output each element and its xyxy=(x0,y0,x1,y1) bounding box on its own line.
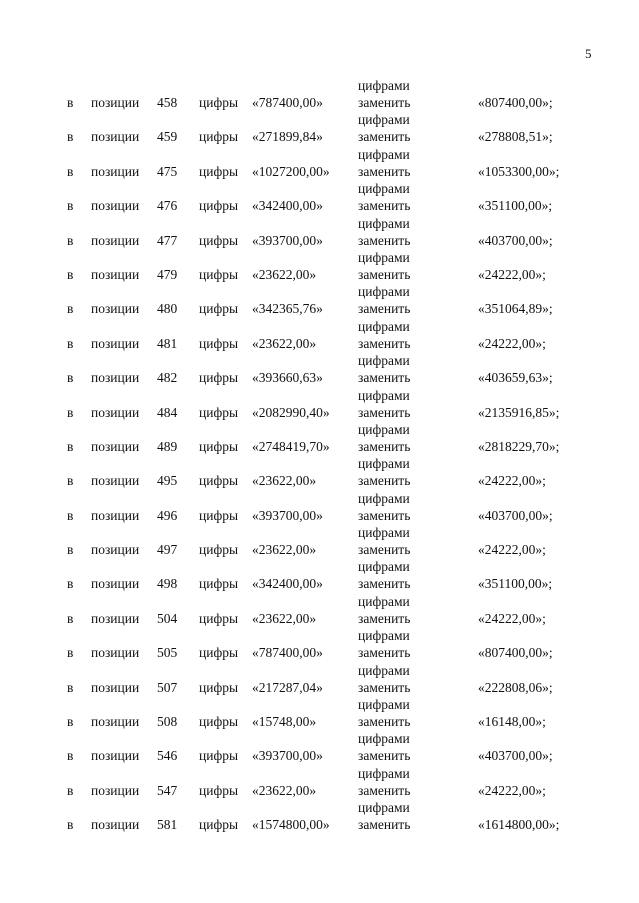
old-value: «23622,00» xyxy=(252,335,317,351)
old-value: «23622,00» xyxy=(252,610,317,626)
ciframi-word: цифрами xyxy=(358,593,410,609)
word-cifry: цифры xyxy=(199,714,239,730)
old-value: «787400,00» xyxy=(252,95,323,110)
word-zamenit: заменить xyxy=(358,542,411,558)
amendment-row xyxy=(0,112,639,146)
new-value: «24222,00»; xyxy=(478,266,546,282)
amendment-row xyxy=(0,216,639,250)
amendment-row xyxy=(0,181,639,215)
new-value: «222808,06»; xyxy=(478,679,553,695)
position-number: 496 xyxy=(157,507,178,523)
word-cifry: цифры xyxy=(199,301,239,317)
ciframi-word: цифрами xyxy=(358,284,410,300)
preposition-v: в xyxy=(67,473,74,489)
word-cifry: цифры xyxy=(199,610,239,626)
word-cifry: цифры xyxy=(199,817,239,833)
new-value: «807400,00»; xyxy=(478,95,553,110)
word-pozicii: позиции xyxy=(91,232,140,248)
word-cifry: цифры xyxy=(199,95,239,110)
preposition-v: в xyxy=(67,542,74,558)
ciframi-word: цифрами xyxy=(358,146,410,162)
old-value: «23622,00» xyxy=(252,473,317,489)
word-zamenit: заменить xyxy=(358,404,411,420)
page-number: 5 xyxy=(585,46,592,61)
position-number: 476 xyxy=(157,198,178,214)
preposition-v: в xyxy=(67,301,74,317)
old-value: «23622,00» xyxy=(252,542,317,558)
preposition-v: в xyxy=(67,370,74,386)
word-pozicii: позиции xyxy=(91,370,140,386)
new-value: «278808,51»; xyxy=(478,129,553,145)
word-cifry: цифры xyxy=(199,576,239,592)
old-value: «15748,00» xyxy=(252,714,317,730)
position-number: 477 xyxy=(157,232,178,248)
preposition-v: в xyxy=(67,404,74,420)
word-cifry: цифры xyxy=(199,335,239,351)
preposition-v: в xyxy=(67,610,74,626)
word-cifry: цифры xyxy=(199,748,239,764)
ciframi-word: цифрами xyxy=(358,215,410,231)
word-zamenit: заменить xyxy=(358,645,411,661)
word-cifry: цифры xyxy=(199,129,239,145)
amendment-row xyxy=(0,628,639,662)
word-zamenit: заменить xyxy=(358,507,411,523)
old-value: «393660,63» xyxy=(252,370,323,386)
word-pozicii: позиции xyxy=(91,748,140,764)
new-value: «807400,00»; xyxy=(478,645,553,661)
word-zamenit: заменить xyxy=(358,748,411,764)
old-value: «23622,00» xyxy=(252,782,317,798)
new-value: «2818229,70»; xyxy=(478,438,560,454)
word-pozicii: позиции xyxy=(91,542,140,558)
preposition-v: в xyxy=(67,714,74,730)
word-cifry: цифры xyxy=(199,438,239,454)
new-value: «351100,00»; xyxy=(478,198,553,214)
word-pozicii: позиции xyxy=(91,782,140,798)
word-zamenit: заменить xyxy=(358,576,411,592)
new-value: «351100,00»; xyxy=(478,576,553,592)
old-value: «393700,00» xyxy=(252,507,323,523)
old-value: «342400,00» xyxy=(252,198,323,214)
ciframi-word: цифрами xyxy=(358,731,410,747)
position-number: 498 xyxy=(157,576,178,592)
old-value: «342400,00» xyxy=(252,576,323,592)
new-value: «1053300,00»; xyxy=(478,163,560,179)
preposition-v: в xyxy=(67,645,74,661)
preposition-v: в xyxy=(67,198,74,214)
word-pozicii: позиции xyxy=(91,610,140,626)
word-pozicii: позиции xyxy=(91,714,140,730)
word-pozicii: позиции xyxy=(91,473,140,489)
word-cifry: цифры xyxy=(199,198,239,214)
word-pozicii: позиции xyxy=(91,95,140,110)
word-pozicii: позиции xyxy=(91,163,140,179)
amendment-row xyxy=(0,388,639,422)
preposition-v: в xyxy=(67,507,74,523)
word-pozicii: позиции xyxy=(91,198,140,214)
word-pozicii: позиции xyxy=(91,679,140,695)
new-value: «2135916,85»; xyxy=(478,404,560,420)
amendment-row xyxy=(0,353,639,387)
amendment-list xyxy=(0,78,639,835)
ciframi-word: цифрами xyxy=(358,628,410,644)
position-number: 489 xyxy=(157,438,178,454)
new-value: «403700,00»; xyxy=(478,232,553,248)
ciframi-word: цифрами xyxy=(358,112,410,128)
ciframi-word: цифрами xyxy=(358,318,410,334)
amendment-row xyxy=(0,594,639,628)
ciframi-word: цифрами xyxy=(358,78,410,93)
word-zamenit: заменить xyxy=(358,610,411,626)
word-pozicii: позиции xyxy=(91,129,140,145)
new-value: «403700,00»; xyxy=(478,507,553,523)
position-number: 504 xyxy=(157,610,178,626)
ciframi-word: цифрами xyxy=(358,800,410,816)
word-zamenit: заменить xyxy=(358,335,411,351)
word-zamenit: заменить xyxy=(358,473,411,489)
position-number: 479 xyxy=(157,266,178,282)
position-number: 495 xyxy=(157,473,178,489)
ciframi-word: цифрами xyxy=(358,765,410,781)
old-value: «1027200,00» xyxy=(252,163,330,179)
amendment-row xyxy=(0,697,639,731)
new-value: «351064,89»; xyxy=(478,301,553,317)
word-cifry: цифры xyxy=(199,645,239,661)
new-value: «24222,00»; xyxy=(478,473,546,489)
word-pozicii: позиции xyxy=(91,576,140,592)
word-zamenit: заменить xyxy=(358,301,411,317)
new-value: «16148,00»; xyxy=(478,714,546,730)
position-number: 484 xyxy=(157,404,178,420)
old-value: «217287,04» xyxy=(252,679,323,695)
position-number: 481 xyxy=(157,335,178,351)
word-cifry: цифры xyxy=(199,232,239,248)
old-value: «271899,84» xyxy=(252,129,323,145)
preposition-v: в xyxy=(67,266,74,282)
position-number: 459 xyxy=(157,129,178,145)
position-number: 546 xyxy=(157,748,178,764)
position-number: 507 xyxy=(157,679,178,695)
word-pozicii: позиции xyxy=(91,645,140,661)
amendment-row xyxy=(0,491,639,525)
amendment-row xyxy=(0,147,639,181)
word-pozicii: позиции xyxy=(91,266,140,282)
word-zamenit: заменить xyxy=(358,714,411,730)
preposition-v: в xyxy=(67,335,74,351)
position-number: 508 xyxy=(157,714,178,730)
amendment-row xyxy=(0,663,639,697)
position-number: 480 xyxy=(157,301,178,317)
ciframi-word: цифрами xyxy=(358,387,410,403)
old-value: «1574800,00» xyxy=(252,817,330,833)
word-zamenit: заменить xyxy=(358,95,411,110)
word-zamenit: заменить xyxy=(358,198,411,214)
amendment-row xyxy=(0,250,639,284)
ciframi-word: цифрами xyxy=(358,559,410,575)
word-zamenit: заменить xyxy=(358,679,411,695)
position-number: 497 xyxy=(157,542,178,558)
word-pozicii: позиции xyxy=(91,817,140,833)
preposition-v: в xyxy=(67,232,74,248)
ciframi-word: цифрами xyxy=(358,353,410,369)
old-value: «787400,00» xyxy=(252,645,323,661)
new-value: «24222,00»; xyxy=(478,610,546,626)
amendment-row xyxy=(0,284,639,318)
word-zamenit: заменить xyxy=(358,266,411,282)
preposition-v: в xyxy=(67,95,74,110)
ciframi-word: цифрами xyxy=(358,249,410,265)
old-value: «393700,00» xyxy=(252,748,323,764)
word-zamenit: заменить xyxy=(358,438,411,454)
word-cifry: цифры xyxy=(199,163,239,179)
word-cifry: цифры xyxy=(199,266,239,282)
word-cifry: цифры xyxy=(199,507,239,523)
amendment-row xyxy=(0,731,639,765)
word-cifry: цифры xyxy=(199,473,239,489)
word-cifry: цифры xyxy=(199,679,239,695)
amendment-row xyxy=(0,766,639,800)
amendment-row xyxy=(0,559,639,593)
word-zamenit: заменить xyxy=(358,163,411,179)
ciframi-word: цифрами xyxy=(358,456,410,472)
preposition-v: в xyxy=(67,438,74,454)
word-zamenit: заменить xyxy=(358,129,411,145)
new-value: «403700,00»; xyxy=(478,748,553,764)
old-value: «393700,00» xyxy=(252,232,323,248)
old-value: «23622,00» xyxy=(252,266,317,282)
preposition-v: в xyxy=(67,679,74,695)
ciframi-word: цифрами xyxy=(358,525,410,541)
preposition-v: в xyxy=(67,782,74,798)
ciframi-word: цифрами xyxy=(358,490,410,506)
word-zamenit: заменить xyxy=(358,370,411,386)
new-value: «24222,00»; xyxy=(478,542,546,558)
amendment-row xyxy=(0,422,639,456)
preposition-v: в xyxy=(67,817,74,833)
position-number: 547 xyxy=(157,782,178,798)
old-value: «2748419,70» xyxy=(252,438,330,454)
position-number: 505 xyxy=(157,645,178,661)
position-number: 581 xyxy=(157,817,178,833)
amendment-row xyxy=(0,800,639,834)
position-number: 482 xyxy=(157,370,178,386)
word-pozicii: позиции xyxy=(91,507,140,523)
preposition-v: в xyxy=(67,576,74,592)
word-pozicii: позиции xyxy=(91,335,140,351)
amendment-row xyxy=(0,319,639,353)
ciframi-word: цифрами xyxy=(358,697,410,713)
word-zamenit: заменить xyxy=(358,782,411,798)
preposition-v: в xyxy=(67,748,74,764)
word-pozicii: позиции xyxy=(91,301,140,317)
old-value: «2082990,40» xyxy=(252,404,330,420)
word-cifry: цифры xyxy=(199,542,239,558)
amendment-row xyxy=(0,525,639,559)
preposition-v: в xyxy=(67,163,74,179)
amendment-row xyxy=(0,456,639,490)
word-pozicii: позиции xyxy=(91,438,140,454)
position-number: 475 xyxy=(157,163,178,179)
ciframi-word: цифрами xyxy=(358,181,410,197)
word-zamenit: заменить xyxy=(358,232,411,248)
word-cifry: цифры xyxy=(199,404,239,420)
new-value: «403659,63»; xyxy=(478,370,553,386)
word-zamenit: заменить xyxy=(358,817,411,833)
amendment-row xyxy=(0,78,639,112)
new-value: «24222,00»; xyxy=(478,335,546,351)
ciframi-word: цифрами xyxy=(358,662,410,678)
word-pozicii: позиции xyxy=(91,404,140,420)
new-value: «24222,00»; xyxy=(478,782,546,798)
new-value: «1614800,00»; xyxy=(478,817,560,833)
preposition-v: в xyxy=(67,129,74,145)
word-cifry: цифры xyxy=(199,370,239,386)
word-cifry: цифры xyxy=(199,782,239,798)
old-value: «342365,76» xyxy=(252,301,323,317)
position-number: 458 xyxy=(157,95,178,110)
ciframi-word: цифрами xyxy=(358,421,410,437)
